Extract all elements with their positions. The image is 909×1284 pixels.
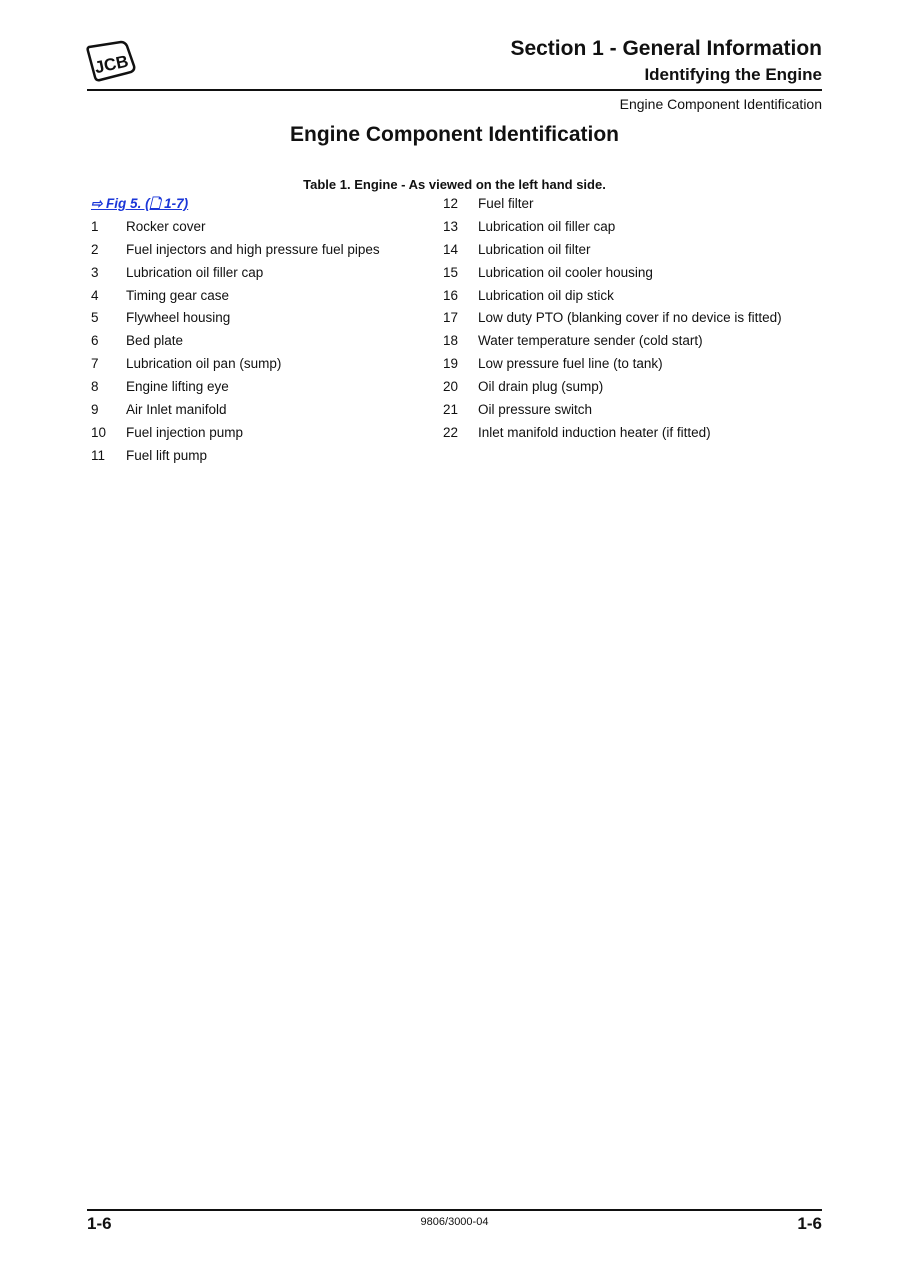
item-label: Fuel lift pump	[126, 447, 208, 463]
item-number: 2	[91, 241, 99, 257]
item-label: Flywheel housing	[126, 310, 231, 326]
item-number: 19	[443, 356, 459, 372]
page-title: Engine Component Identification	[290, 123, 619, 146]
item-label: Lubrication oil pan (sump)	[126, 356, 282, 372]
list-item	[91, 308, 380, 331]
item-number: 7	[91, 356, 99, 372]
item-label: Lubrication oil dip stick	[478, 287, 614, 303]
item-number: 11	[91, 447, 106, 463]
item-label: Fuel injection pump	[126, 424, 244, 440]
item-number: 20	[443, 379, 459, 395]
item-number: 1	[91, 218, 99, 234]
item-label: Bed plate	[126, 333, 184, 349]
list-item	[443, 400, 782, 423]
item-number: 10	[91, 424, 107, 440]
item-number: 8	[91, 379, 99, 395]
list-item	[443, 263, 782, 286]
item-number: 21	[443, 402, 459, 418]
item-label: Lubrication oil cooler housing	[478, 264, 653, 280]
item-number: 22	[443, 424, 459, 440]
item-number: 17	[443, 310, 459, 326]
list-item	[91, 331, 380, 354]
list-item	[443, 217, 782, 240]
list-item	[91, 240, 380, 263]
item-number: 5	[91, 310, 99, 326]
table-caption: Table 1. Engine - As viewed on the left hand side.	[303, 177, 606, 192]
item-number: 15	[443, 264, 459, 280]
list-item	[91, 400, 380, 423]
item-label: Air Inlet manifold	[126, 402, 227, 418]
list-item	[91, 354, 380, 377]
item-label: Rocker cover	[126, 218, 206, 234]
left-column	[91, 194, 380, 469]
item-number: 9	[91, 402, 99, 418]
item-label: Water temperature sender (cold start)	[478, 333, 703, 349]
list-item	[443, 240, 782, 263]
right-column	[443, 194, 782, 446]
list-item	[91, 446, 380, 469]
list-item	[443, 194, 782, 217]
list-item	[91, 377, 380, 400]
list-item	[443, 286, 782, 309]
item-label: Lubrication oil filler cap	[478, 218, 616, 234]
svg-text:JCB: JCB	[92, 51, 131, 78]
item-label: Low duty PTO (blanking cover if no device is fitted)	[478, 310, 782, 326]
header-divider	[87, 89, 822, 91]
item-label: Oil pressure switch	[478, 402, 593, 418]
list-item	[91, 263, 380, 286]
item-label: Engine lifting eye	[126, 379, 229, 395]
item-number: 14	[443, 241, 459, 257]
footer-divider	[87, 1209, 822, 1211]
item-number: 13	[443, 218, 459, 234]
list-item	[443, 354, 782, 377]
item-label: Lubrication oil filter	[478, 241, 591, 257]
page-number-left: 1-6	[87, 1214, 112, 1233]
item-label: Timing gear case	[126, 287, 230, 303]
page-number-right: 1-6	[797, 1214, 822, 1233]
breadcrumb: Engine Component Identification	[619, 96, 822, 112]
subsection-title: Identifying the Engine	[644, 65, 822, 84]
list-item	[443, 423, 782, 446]
item-label: Oil drain plug (sump)	[478, 379, 604, 395]
list-item	[91, 423, 380, 446]
item-label: Inlet manifold induction heater (if fitted)	[478, 424, 711, 440]
list-item	[443, 377, 782, 400]
item-number: 12	[443, 196, 459, 211]
document-number: 9806/3000-04	[420, 1216, 489, 1228]
item-number: 4	[91, 287, 99, 303]
item-label: Fuel injectors and high pressure fuel pipes	[126, 241, 380, 257]
figure-link[interactable]: ⇨ Fig 5. (🗋 1-7)	[91, 196, 189, 211]
item-label: Lubrication oil filler cap	[126, 264, 264, 280]
jcb-logo	[86, 40, 136, 82]
item-number: 6	[91, 333, 99, 349]
item-number: 3	[91, 264, 99, 280]
section-title: Section 1 - General Information	[510, 37, 822, 60]
list-item	[443, 331, 782, 354]
item-number: 18	[443, 333, 459, 349]
list-item	[443, 308, 782, 331]
item-label: Low pressure fuel line (to tank)	[478, 356, 663, 372]
item-label: Fuel filter	[478, 196, 534, 211]
item-number: 16	[443, 287, 459, 303]
list-item	[91, 217, 380, 240]
list-item	[91, 286, 380, 309]
